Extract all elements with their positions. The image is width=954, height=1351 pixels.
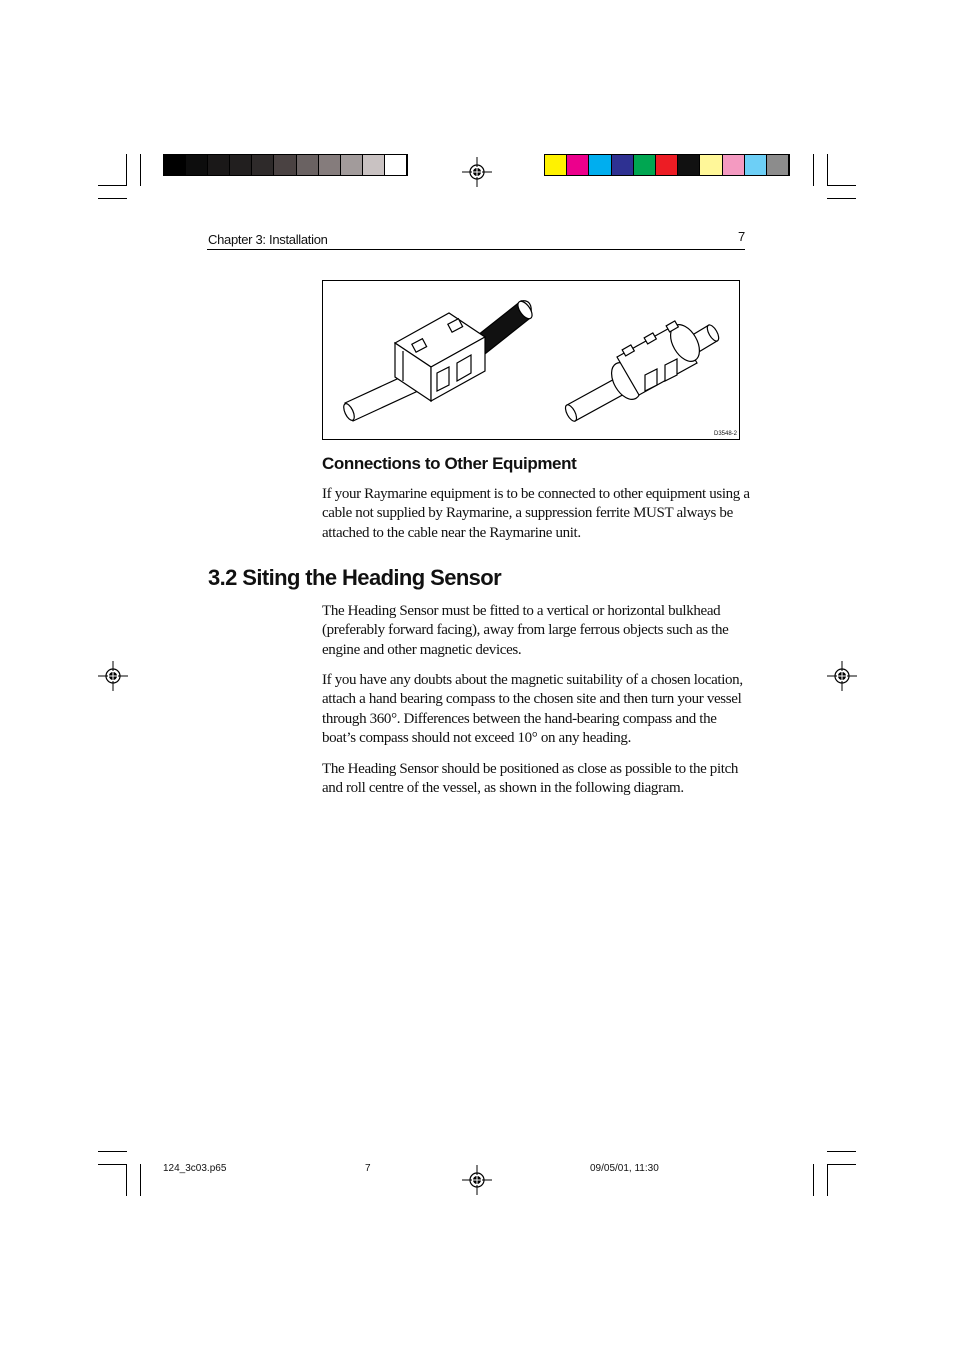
ferrite-figure [322,280,740,440]
connections-paragraph: If your Raymarine equipment is to be connected to other equipment using a cable not supplied by Raymarine, a suppression ferrite MUST always be attached to the cable near the Raymarine unit. [322,486,750,541]
figure-code: D3548-2 [713,431,737,437]
process-color-bar [544,154,790,176]
color-swatch [589,155,611,175]
color-swatch [274,155,296,175]
ferrite-clamp-round-icon [563,320,721,423]
color-swatch [385,155,407,175]
paragraph-1: The Heading Sensor must be fitted to a vertical or horizontal bulkhead (preferably forward facing), away from large ferrous objects such as the engine and other magnetic devices. [322,603,729,658]
color-swatch [678,155,700,175]
header-rule [207,249,745,250]
color-swatch [634,155,656,175]
registration-mark-icon [98,661,128,691]
color-swatch [186,155,208,175]
footer-datetime: 09/05/01, 11:30 [590,1163,659,1174]
color-swatch [341,155,363,175]
color-swatch [567,155,589,175]
color-swatch [164,155,186,175]
footer-filename: 124_3c03.p65 [163,1163,227,1174]
grayscale-color-bar [163,154,408,176]
page-number: 7 [738,229,746,244]
subsection-heading: Connections to Other Equipment [322,454,577,473]
color-swatch [656,155,678,175]
color-swatch [252,155,274,175]
ferrite-clamp-square-icon [342,299,535,422]
color-swatch [208,155,230,175]
color-swatch [545,155,567,175]
color-swatch [723,155,745,175]
color-swatch [745,155,767,175]
color-swatch [319,155,341,175]
registration-mark-icon [462,157,492,187]
paragraph-2: If you have any doubts about the magnetic suitability of a chosen location, attach a hand bearing compass to the chosen site and then turn your vessel through 360°. Differences between the hand-bearing compass and the boat’s compass should not exceed 10° on any heading. [322,672,743,747]
color-swatch [297,155,319,175]
chapter-header: Chapter 3: Installation [208,232,328,247]
color-swatch [767,155,789,175]
registration-mark-icon [827,661,857,691]
color-swatch [612,155,634,175]
paragraph-3: The Heading Sensor should be positioned as close as possible to the pitch and roll centre of the vessel, as shown in the following diagram. [322,761,739,797]
registration-mark-icon [462,1165,492,1195]
color-swatch [230,155,252,175]
ferrite-illustration [323,281,739,439]
color-swatch [700,155,722,175]
color-swatch [363,155,385,175]
section-title: 3.2 Siting the Heading Sensor [208,565,502,590]
footer-page: 7 [365,1163,371,1174]
